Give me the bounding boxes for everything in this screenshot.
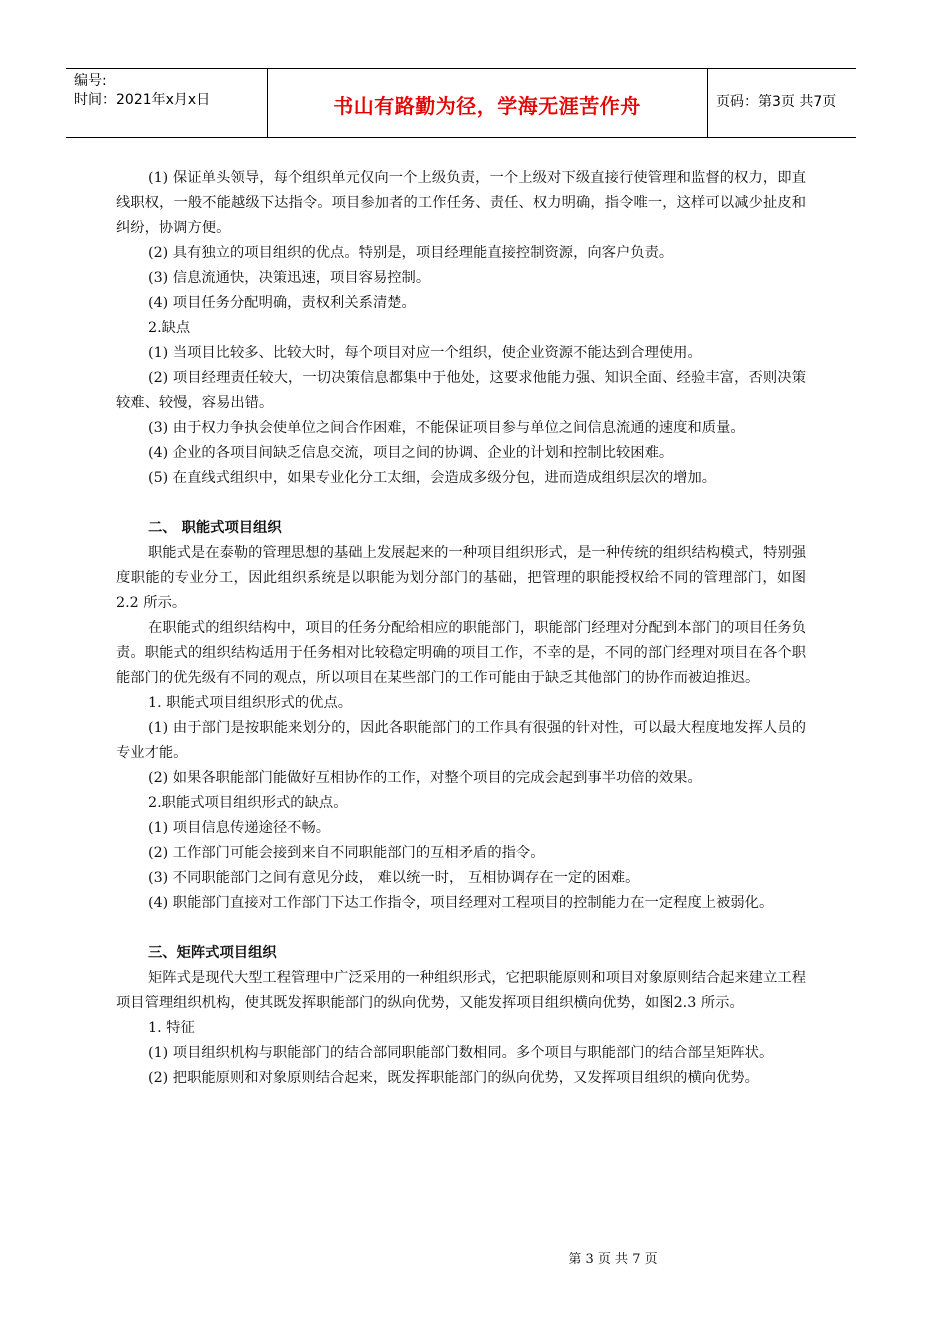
motto-text: 书山有路勤为径，学海无涯苦作舟 bbox=[333, 94, 641, 118]
paragraph: (3) 不同职能部门之间有意见分歧， 难以统一时， 互相协调存在一定的困难。 bbox=[148, 870, 640, 886]
spacer bbox=[116, 916, 806, 941]
section-heading-2: 二、 职能式项目组织 bbox=[148, 520, 282, 536]
header-motto-cell bbox=[267, 69, 708, 137]
paragraph: (1) 项目组织机构与职能部门的结合部同职能部门数相同。多个项目与职能部门的结合部呈矩阵状。 bbox=[148, 1045, 774, 1061]
subheading: 2.职能式项目组织形式的缺点。 bbox=[148, 795, 348, 811]
header-page-label: 页码：第3页 共7页 bbox=[716, 94, 837, 110]
paragraph: (1) 由于部门是按职能来划分的，因此各职能部门的工作具有很强的针对性，可以最大程度地发挥人员的专业才能。 bbox=[116, 720, 806, 761]
paragraph: (4) 企业的各项目间缺乏信息交流，项目之间的协调、企业的计划和控制比较困难。 bbox=[148, 445, 674, 461]
header-info-cell bbox=[66, 69, 268, 137]
paragraph: (1) 保证单头领导，每个组织单元仅向一个上级负责，一个上级对下级直接行使管理和监督的权力，即直线职权，一般不能越级下达指令。项目参加者的工作任务、责任、权力明确，指令唯一，这样可以减少扯皮和纠纷，协调方便。 bbox=[116, 170, 806, 236]
paragraph: 在职能式的组织结构中，项目的任务分配给相应的职能部门，职能部门经理对分配到本部门的项目任务负责。职能式的组织结构适用于任务相对比较稳定明确的项目工作，不幸的是，不同的部门经理对项目在各个职能部门的优先级有不同的观点，所以项目在某些部门的工作可能由于缺乏其他部门的协作而被迫推迟。 bbox=[116, 620, 806, 686]
page-header bbox=[66, 68, 856, 138]
subheading: 1. 特征 bbox=[148, 1020, 195, 1036]
paragraph: (2) 把职能原则和对象原则结合起来，既发挥职能部门的纵向优势，又发挥项目组织的横向优势。 bbox=[148, 1070, 759, 1086]
header-page-cell bbox=[707, 69, 856, 137]
paragraph: (1) 项目信息传递途径不畅。 bbox=[148, 820, 331, 836]
paragraph: 职能式是在泰勒的管理思想的基础上发展起来的一种项目组织形式，是一种传统的组织结构模式，特别强度职能的专业分工，因此组织系统是以职能为划分部门的基础，把管理的职能授权给不同的管理部门，如图2.2 所示。 bbox=[116, 545, 806, 611]
subheading: 2.缺点 bbox=[148, 320, 191, 336]
page-footer bbox=[0, 1248, 950, 1267]
paragraph: (2) 具有独立的项目组织的优点。特别是，项目经理能直接控制资源，向客户负责。 bbox=[148, 245, 674, 261]
paragraph: (5) 在直线式组织中，如果专业化分工太细，会造成多级分包，进而造成组织层次的增加。 bbox=[148, 470, 717, 486]
paragraph: 矩阵式是现代大型工程管理中广泛采用的一种组织形式，它把职能原则和项目对象原则结合起来建立工程项目管理组织机构，使其既发挥职能部门的纵向优势，又能发挥项目组织横向优势，如图2.3 所示。 bbox=[116, 970, 806, 1011]
paragraph: (1) 当项目比较多、比较大时，每个项目对应一个组织，使企业资源不能达到合理使用。 bbox=[148, 345, 702, 361]
section-heading-3: 三、矩阵式项目组织 bbox=[148, 945, 277, 961]
paragraph: (2) 项目经理责任较大，一切决策信息都集中于他处，这要求他能力强、知识全面、经验丰富，否则决策较难、较慢，容易出错。 bbox=[116, 370, 806, 411]
paragraph: (2) 工作部门可能会接到来自不同职能部门的互相矛盾的指令。 bbox=[148, 845, 545, 861]
paragraph: (3) 由于权力争执会使单位之间合作困难，不能保证项目参与单位之间信息流通的速度和质量。 bbox=[148, 420, 745, 436]
paragraph: (4) 项目任务分配明确，责权利关系清楚。 bbox=[148, 295, 416, 311]
subheading: 1. 职能式项目组织形式的优点。 bbox=[148, 695, 353, 711]
paragraph: (2) 如果各职能部门能做好互相协作的工作，对整个项目的完成会起到事半功倍的效果。 bbox=[148, 770, 702, 786]
spacer bbox=[116, 491, 806, 516]
footer-page-number: 第 3 页 共 7 页 bbox=[568, 1252, 658, 1267]
serial-label: 编号: bbox=[74, 73, 107, 89]
time-label: 时间：2021年x月x日 bbox=[74, 92, 211, 108]
document-body bbox=[116, 166, 806, 1091]
paragraph: (4) 职能部门直接对工作部门下达工作指令，项目经理对工程项目的控制能力在一定程度上被弱化。 bbox=[148, 895, 774, 911]
paragraph: (3) 信息流通快，决策迅速，项目容易控制。 bbox=[148, 270, 431, 286]
